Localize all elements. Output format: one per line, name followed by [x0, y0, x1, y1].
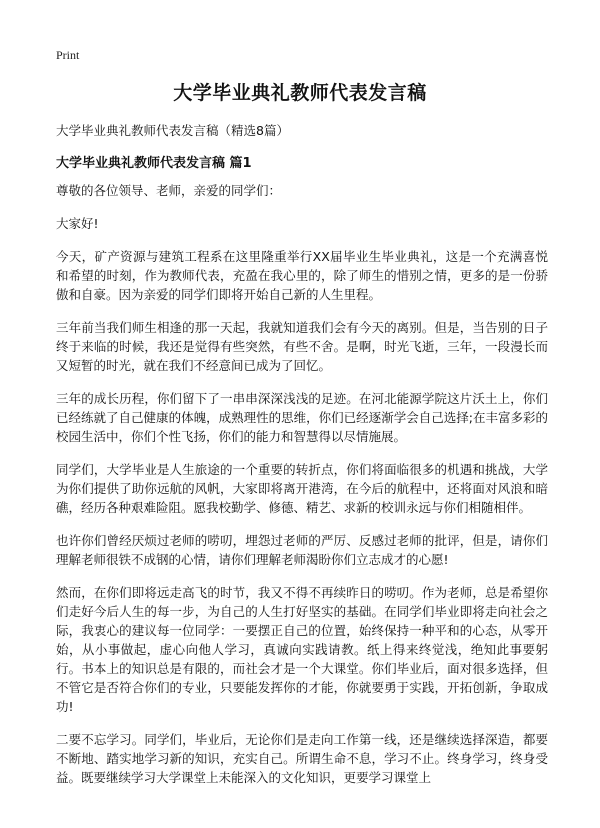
paragraph: 然而，在你们即将远走高飞的时节，我又不得不再续昨日的唠叨。作为老师，总是希望你们走好今后人生的每一步，为自己的人生打好坚实的基础。在同学们毕业即将走向社会之际，我衷心的建议每一位同学：一要摆正自己的位置，始终保持一种平和的心态，从零开始，从小事做起，虚心向他人学习，真诚向实践请教。纸上得来终觉浅，绝知此事要躬行。书本上的知识总是有限的，而社会才是一个大课堂。你们毕业后，面对很多选择，但不管它是否符合你们的专业，只要能发挥你的才能，你就要勇于实践，开拓创新，争取成功!	[56, 585, 548, 714]
paragraph: 二要不忘学习。同学们，毕业后，无论你们是走向工作第一线，还是继续选择深造，都要不断地、踏实地学习新的知识，充实自己。所谓生命不息，学习不止。终身学习，终身受益。既要继续学习大学课堂上未能深入的文化知识，更要学习课堂上	[56, 732, 548, 785]
paragraph: 同学们，大学毕业是人生旅途的一个重要的转折点，你们将面临很多的机遇和挑战，大学为你们提供了助你远航的风帆，大家即将离开港湾，在今后的航程中，还将面对风浪和暗礁，经历各种艰难险阻。愿我校勤学、修德、精艺、求新的校训永远与你们相随相伴。	[56, 462, 548, 515]
paragraph-greeting: 大家好!	[56, 216, 99, 231]
paragraph: 也许你们曾经厌烦过老师的唠叨，埋怨过老师的严厉、反感过老师的批评，但是，请你们理解老师很铁不成钢的心情，请你们理解老师渴盼你们立志成才的心愿!	[56, 533, 548, 567]
document-body	[56, 181, 548, 801]
section-heading: 大学毕业典礼教师代表发言稿 篇1	[56, 156, 252, 171]
paragraph: 今天，矿产资源与建筑工程系在这里隆重举行XX届毕业生毕业典礼，这是一个充满喜悦和希望的时刻，作为教师代表，充盈在我心里的，除了师生的惜别之情，更多的是一份骄傲和自豪。因为亲爱的同学们即将开始自己新的人生里程。	[56, 249, 548, 302]
page-title: 大学毕业典礼教师代表发言稿	[173, 82, 427, 104]
paragraph-salutation: 尊敬的各位领导、老师，亲爱的同学们：	[56, 183, 282, 198]
print-link[interactable]: Print	[56, 48, 80, 62]
paragraph: 三年前当我们师生相逢的那一天起，我就知道我们会有今天的离别。但是，当告别的日子终于来临的时候，我还是觉得有些突然，有些不舍。是啊，时光飞逝，三年，一段漫长而又短暂的时光，就在我们不经意间已成为了回忆。	[56, 320, 548, 373]
document-subtitle: 大学毕业典礼教师代表发言稿（精选8篇）	[56, 123, 289, 138]
paragraph: 三年的成长历程，你们留下了一串串深深浅浅的足迹。在河北能源学院这片沃土上，你们已经练就了自己健康的体魄，成熟理性的思维，你们已经逐渐学会自己选择;在丰富多彩的校园生活中，你们个性飞扬，你们的能力和智慧得以尽情施展。	[56, 391, 548, 444]
